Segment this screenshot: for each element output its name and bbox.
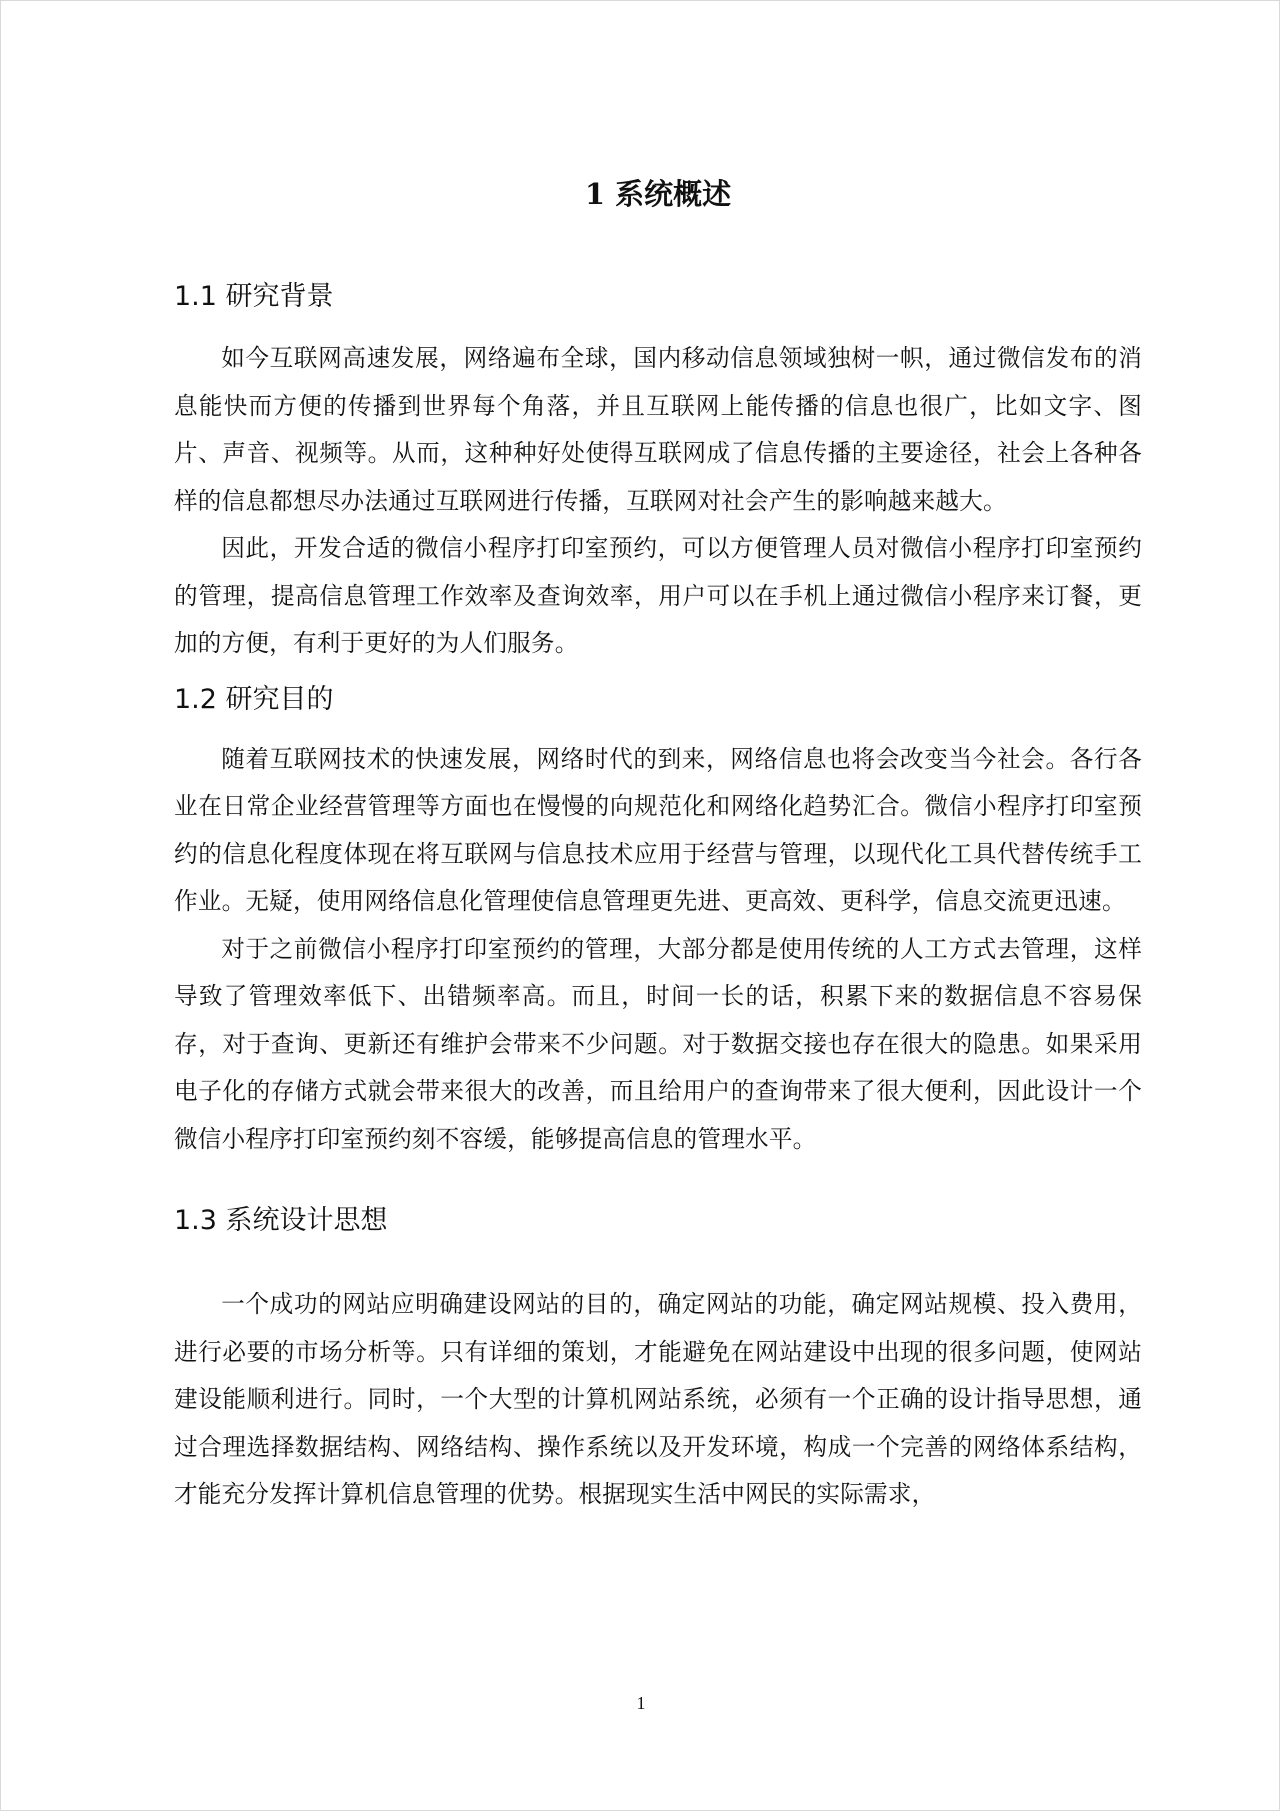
page-number: 1 [636,1693,646,1713]
section-title-research-purpose: 1.2 研究目的 [174,683,334,715]
chapter-title: 1 系统概述 [584,177,732,211]
paragraph: 因此，开发合适的微信小程序打印室预约，可以方便管理人员对微信小程序打印室预约的管理，提高信息管理工作效率及查询效率，用户可以在手机上通过微信小程序来订餐，更加的方便，有利于更好的为人们服务。 [174,534,1142,657]
section-title-research-background: 1.1 研究背景 [174,281,334,312]
paragraph: 如今互联网高速发展，网络遍布全球，国内移动信息领域独树一帜，通过微信发布的消息能快而方便的传播到世界每个角落，并且互联网上能传播的信息也很广，比如文字、图片、声音、视频等。从而，这种种好处使得互联网成了信息传播的主要途径，社会上各种各样的信息都想尽办法通过互联网进行传播，互联网对社会产生的影响越来越大。 [174,344,1142,515]
paragraph: 对于之前微信小程序打印室预约的管理，大部分都是使用传统的人工方式去管理，这样导致了管理效率低下、出错频率高。而且，时间一长的话，积累下来的数据信息不容易保存，对于查询、更新还有维护会带来不少问题。对于数据交接也存在很大的隐患。如果采用电子化的存储方式就会带来很大的改善，而且给用户的查询带来了很大便利，因此设计一个微信小程序打印室预约刻不容缓，能够提高信息的管理水平。 [174,934,1142,1153]
paragraph: 一个成功的网站应明确建设网站的目的，确定网站的功能，确定网站规模、投入费用，进行必要的市场分析等。只有详细的策划，才能避免在网站建设中出现的很多问题，使网站建设能顺利进行。同时，一个大型的计算机网站系统，必须有一个正确的设计指导思想，通过合理选择数据结构、网络结构、操作系统以及开发环境，构成一个完善的网络体系结构，才能充分发挥计算机信息管理的优势。根据现实生活中网民的实际需求， [174,1290,1142,1508]
section-title-system-design-idea: 1.3 系统设计思想 [174,1205,388,1236]
page-content [174,171,1142,1519]
paragraph: 随着互联网技术的快速发展，网络时代的到来，网络信息也将会改变当今社会。各行各业在日常企业经营管理等方面也在慢慢的向规范化和网络化趋势汇合。微信小程序打印室预约的信息化程度体现在将互联网与信息技术应用于经营与管理，以现代化工具代替传统手工作业。无疑，使用网络信息化管理使信息管理更先进、更高效、更科学，信息交流更迅速。 [174,744,1142,915]
